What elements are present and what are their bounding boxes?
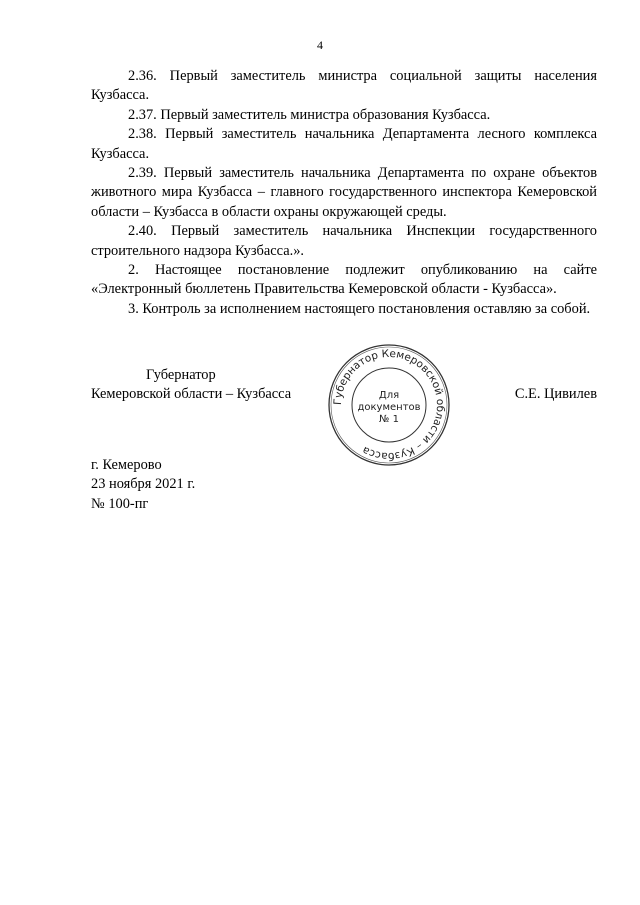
paragraph-control: 3. Контроль за исполнением настоящего постановления оставляю за собой. [128,300,591,317]
paragraph-publication: 2. Настоящее постановление подлежит опубликованию на сайте «Электронный бюллетень Правительства Кемеровской области - Кузбасса». [91,262,597,298]
footer-date: 23 ноября 2021 г. [91,476,196,493]
signature-title-line1: Губернатор [146,367,216,383]
paragraph-2-40: 2.40. Первый заместитель начальника Инспекции государственного строительного надзора Кузбасса.». [91,223,597,259]
document-footer [91,456,195,514]
stamp-ring-text: Губернатор Кемеровской области – Кузбасса [331,347,447,463]
stamp-line2: документов [357,402,421,413]
footer-city: г. Кемерово [91,457,162,473]
paragraph-2-39: 2.39. Первый заместитель начальника Департамента по охране объектов животного мира Кузбасса – главного государственного инспектора Кемеровской области – Кузбасса в области охраны окружающей среды. [91,165,597,220]
paragraph-2-36: 2.36. Первый заместитель министра социальной защиты населения Кузбасса. [91,68,597,104]
page-number: 4 [317,38,323,52]
signature-name: С.Е. Цивилев [514,386,597,402]
stamp-line1: Для [378,390,400,401]
signature-title [91,366,291,404]
signature-title-line2: Кемеровской области – Кузбасса [91,386,292,402]
document-body [91,67,597,319]
footer-number: № 100-пг [91,495,149,512]
paragraph-2-38: 2.38. Первый заместитель начальника Департамента лесного комплекса Кузбасса. [91,126,597,162]
paragraph-2-37: 2.37. Первый заместитель министра образования Кузбасса. [128,106,491,123]
official-stamp [326,342,452,468]
stamp-line3: № 1 [379,414,399,425]
